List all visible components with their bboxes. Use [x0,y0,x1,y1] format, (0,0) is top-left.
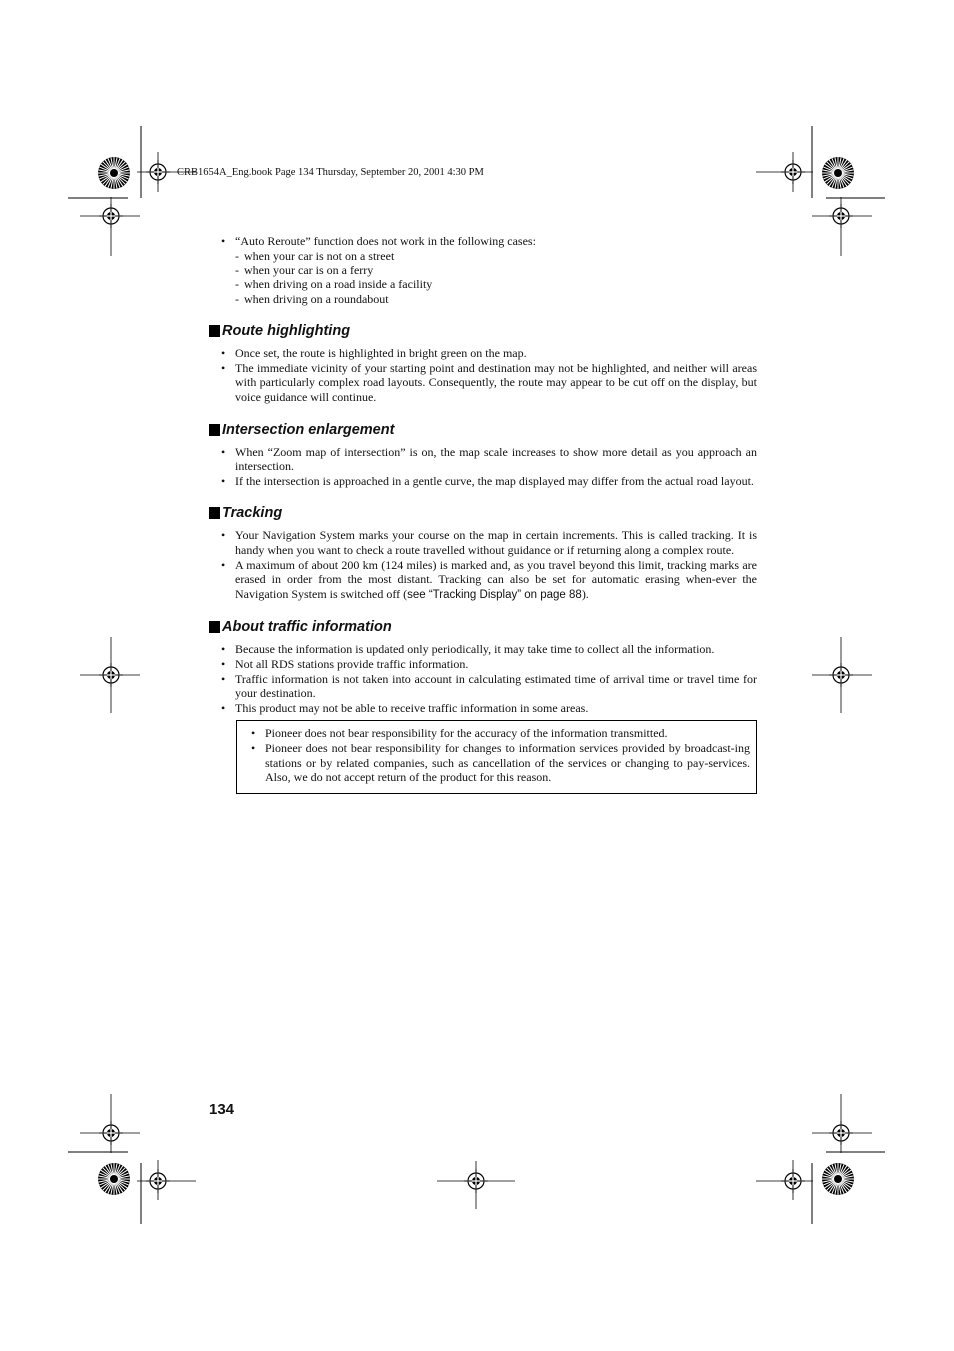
list-item: • Pioneer does not bear responsibility for the accuracy of the information transmitted. [239,726,750,741]
tracking-list [209,528,757,602]
list-item: • Your Navigation System marks your course on the map in certain increments. This is called tracking. It is handy when you want to check a route travelled without guidance or if returning along a complex route. [209,528,757,557]
traffic-list [209,642,757,715]
list-item [209,234,757,306]
print-header: CRB1654A_Eng.book Page 134 Thursday, September 20, 2001 4:30 PM [177,167,484,178]
list-item: • Traffic information is not taken into account in calculating estimated time of arrival time or travel time for your destination. [209,672,757,701]
list-item: - when driving on a roundabout [235,292,757,306]
black-square-icon [209,621,220,633]
list-item: • Not all RDS stations provide traffic information. [209,657,757,672]
black-square-icon [209,507,220,519]
black-square-icon [209,325,220,337]
section-title-intersection-enlargement: Intersection enlargement [209,422,757,439]
list-item: - when driving on a road inside a facility [235,277,757,291]
tracking-display-page-reference: see “Tracking Display” on page 88 [407,588,582,601]
list-item: • When “Zoom map of intersection” is on, the map scale increases to show more detail as you approach an intersection. [209,445,757,474]
list-item: - when your car is not on a street [235,249,757,263]
auto-reroute-list [209,234,757,306]
list-item: • A maximum of about 200 km (124 miles) is marked and, as you travel beyond this limit, tracking marks are erased in order from the most distant. Tracking can also be set for automatic erasing when-ever the Navigation System is switched off (see “Tracking Display” on page 88). [209,558,757,603]
section-title-traffic-information: About traffic information [209,619,757,636]
page-content [209,234,757,794]
list-item: • Because the information is updated only periodically, it may take time to collect all the information. [209,642,757,657]
intersection-list [209,445,757,489]
list-item: • This product may not be able to receive traffic information in some areas. [209,701,757,716]
black-square-icon [209,424,220,436]
list-item: • The immediate vicinity of your starting point and destination may not be highlighted, and neither will areas with particularly complex road layouts. Consequently, the route may appear to be cut off on the display, but voice guidance will continue. [209,361,757,405]
section-title-tracking: Tracking [209,505,757,522]
disclaimer-box [236,720,757,793]
list-item: - when your car is on a ferry [235,263,757,277]
route-highlighting-list [209,346,757,404]
list-item: • If the intersection is approached in a gentle curve, the map displayed may differ from the actual road layout. [209,474,757,489]
auto-reroute-lead: “Auto Reroute” function does not work in the following cases: [235,234,536,248]
reroute-cases [235,249,757,307]
page-number: 134 [209,1101,235,1118]
section-title-route-highlighting: Route highlighting [209,323,757,340]
list-item: • Once set, the route is highlighted in bright green on the map. [209,346,757,361]
list-item: • Pioneer does not bear responsibility for changes to information services provided by broadcast-ing stations or by related companies, such as cancellation of the services or changing to pay-services. Also, we do not accept return of the product for this reason. [239,741,750,785]
disclaimer-list [239,726,750,784]
